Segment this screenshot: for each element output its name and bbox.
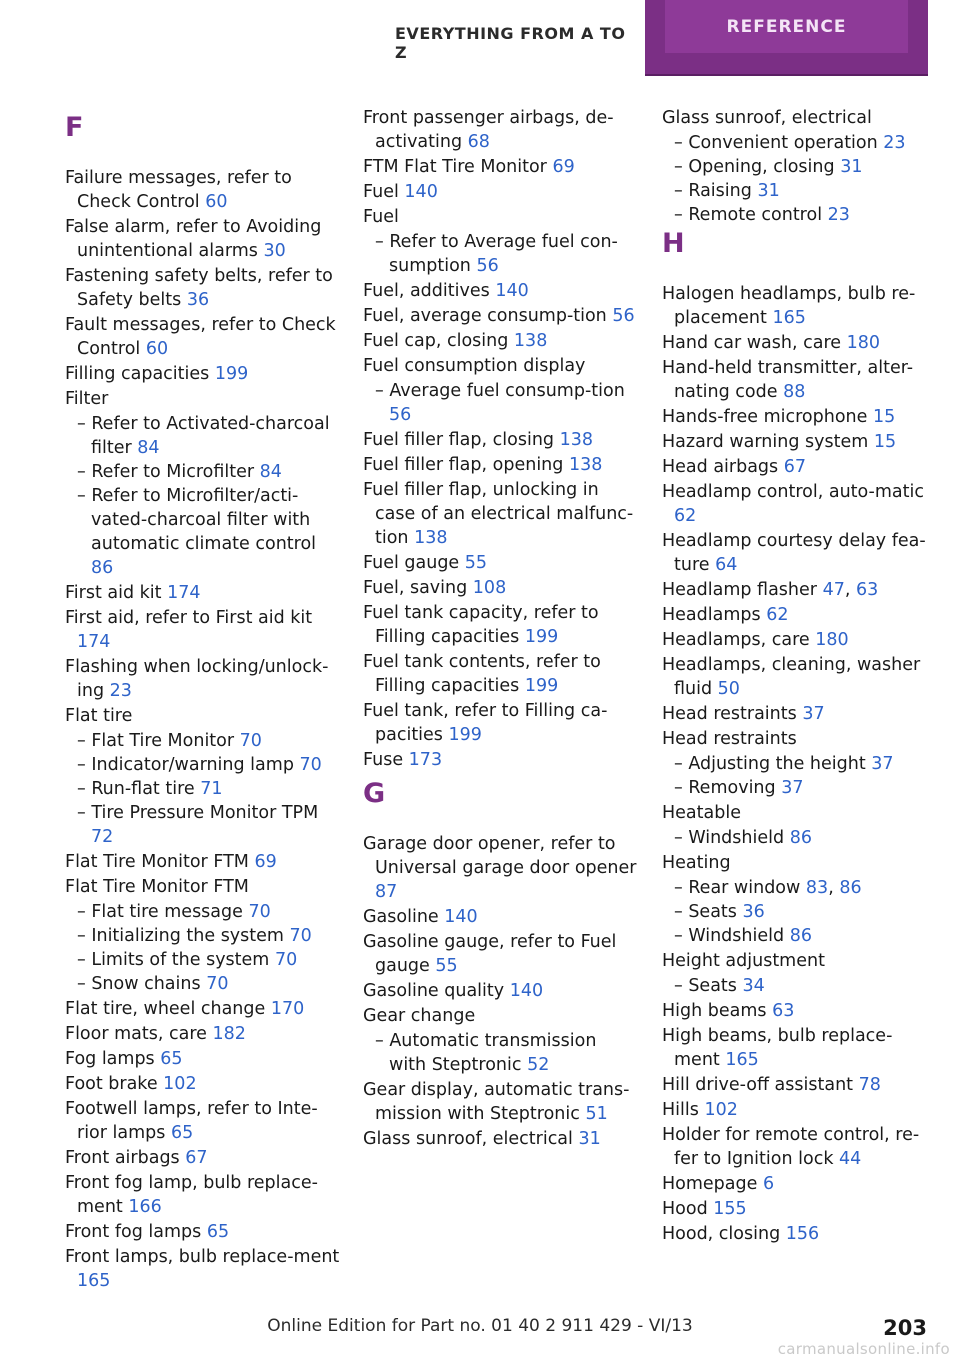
page-link[interactable]: 50 [717,679,740,699]
index-entry [363,428,638,452]
index-term: – Run-flat tire [77,779,195,799]
index-term: Fog lamps [65,1049,155,1069]
index-term: Hill drive-off assistant [662,1075,854,1095]
page-link[interactable]: 83 [805,878,829,898]
index-term: Fastening safety belts, refer to Safety belts [65,266,333,310]
index-column-2 [363,106,638,1152]
index-term: Garage door opener, refer to Universal garage door opener [363,834,637,878]
index-entry [662,851,937,875]
index-term: Fuel gauge [363,553,460,573]
page-link[interactable]: 15 [872,407,896,427]
footer-edition: Online Edition for Part no. 01 40 2 911 429 - VI/13 [267,1316,693,1336]
index-term: Fuel tank contents, refer to Filling capacities [363,652,601,696]
index-entry [662,1172,937,1196]
page-link[interactable]: 88 [783,382,806,402]
section-header: EVERYTHING FROM A TO Z [395,24,626,62]
index-term: Flat tire [65,706,133,726]
index-term: Filling capacities [65,364,210,384]
index-entry [363,576,638,600]
index-subentry [65,460,340,484]
page-link[interactable]: 67 [185,1148,208,1168]
page-link[interactable]: 70 [299,755,322,775]
index-term: Gasoline [363,907,439,927]
page-link[interactable]: 170 [270,999,305,1019]
reference-tab-label: REFERENCE [665,0,908,53]
index-entry [662,949,937,973]
page-link[interactable]: 55 [464,553,488,573]
index-term: Holder for remote control, re-fer to Ignition lock [662,1125,920,1169]
index-term: – Opening, closing [674,157,835,177]
index-entry [662,1222,937,1246]
index-term: Head airbags [662,457,779,477]
index-entry [662,480,937,528]
page-link[interactable]: 56 [389,405,412,425]
index-entry [65,606,340,654]
index-subentry [662,924,937,948]
index-term: Gear change [363,1006,476,1026]
page-link[interactable]: 47 [822,580,845,600]
index-term: Fuel consumption display [363,356,586,376]
index-term: Floor mats, care [65,1024,207,1044]
section-letter: G [363,778,386,809]
index-subentry [662,203,937,227]
index-term: Front passenger airbags, de-activating [363,108,614,152]
index-term: Fault messages, refer to Check Control [65,315,336,359]
index-term: False alarm, refer to Avoiding unintentional alarms [65,217,322,261]
index-term: – Remote control [674,205,823,225]
index-entry [662,1098,937,1122]
page-link[interactable]: 63 [855,580,879,600]
index-entry [662,999,937,1023]
index-entry [65,1171,340,1219]
index-entry [65,1022,340,1046]
page-link[interactable]: 30 [263,241,286,261]
index-term: – Refer to Activated-charcoal filter [77,414,330,458]
index-entry [65,1220,340,1244]
section-letter: F [65,112,84,143]
index-subentry [65,777,340,801]
index-entry [65,1146,340,1170]
page-link[interactable]: 67 [783,457,807,477]
index-entry [363,1078,638,1126]
index-entry [363,930,638,978]
page-link[interactable]: 31 [757,181,780,201]
index-term: Fuel cap, closing [363,331,509,351]
page-link[interactable]: 173 [408,750,443,770]
page-link[interactable]: 71 [200,779,223,799]
page-link[interactable]: 23 [827,205,850,225]
index-term: High beams [662,1001,767,1021]
index-entry [662,603,937,627]
index-term: Front fog lamp, bulb replace-ment [65,1173,318,1217]
index-term: Homepage [662,1174,758,1194]
index-term: Footwell lamps, refer to Inte-rior lamps [65,1099,318,1143]
page-link[interactable]: 180 [815,630,849,650]
index-entry [363,699,638,747]
page-link[interactable]: 70 [239,731,262,751]
index-entry [662,1123,937,1171]
page-link[interactable]: 84 [259,462,282,482]
index-subentry [662,974,937,998]
index-term: Fuel tank, refer to Filling ca-pacities [363,701,608,745]
index-entry [662,727,937,751]
index-term: Fuel [363,207,399,227]
page-link[interactable]: 86 [91,558,114,578]
page-link[interactable]: 86 [789,828,812,848]
page-link[interactable]: 102 [163,1074,197,1094]
index-entry [662,653,937,701]
index-subentry [65,900,340,924]
index-entry [363,354,638,378]
index-entry [363,106,638,154]
index-term: Fuel, additives [363,281,490,301]
index-entry [363,551,638,575]
index-term: Hand-held transmitter, alter-nating code [662,358,914,402]
index-subentry [662,776,937,800]
index-term: – Adjusting the height [674,754,866,774]
page-link[interactable]: 60 [145,339,169,359]
page-link[interactable]: 140 [495,281,529,301]
index-term: Hood, closing [662,1224,781,1244]
index-term: Heatable [662,803,741,823]
index-entry [65,1072,340,1096]
index-term: – Raising [674,181,752,201]
page-link[interactable]: 102 [704,1100,738,1120]
page-link[interactable]: 199 [524,627,559,647]
page-link[interactable]: 138 [568,455,603,475]
page-link[interactable]: 70 [274,950,298,970]
index-entry [363,979,638,1003]
index-entry: Headlamp flasher 47, 63 [662,580,879,600]
index-entry [363,453,638,477]
index-entry [662,529,937,577]
index-term: Fuel, average consump-tion [363,306,607,326]
index-entry [363,748,638,772]
page-link[interactable]: 36 [186,290,210,310]
index-subentry [363,379,638,427]
page-link[interactable]: 87 [375,882,398,902]
page-link[interactable]: 52 [527,1055,550,1075]
index-subentry [363,1029,638,1077]
index-entry [363,205,638,229]
index-term: Fuel tank capacity, refer to Filling capacities [363,603,599,647]
page-link[interactable]: 31 [578,1129,601,1149]
page-link[interactable]: 78 [858,1075,881,1095]
index-entry [662,702,937,726]
index-subentry [65,753,340,777]
page-link[interactable]: 55 [435,956,458,976]
page-link[interactable]: 199 [524,676,559,696]
page-link[interactable]: 199 [448,725,482,745]
index-term: – Windshield [674,828,785,848]
index-term: Headlamp courtesy delay fea-ture [662,531,926,575]
page-link[interactable]: 72 [91,827,114,847]
index-subentry [662,826,937,850]
page-link[interactable]: 23 [883,133,906,153]
index-entry [65,997,340,1021]
page-link[interactable]: 174 [77,632,111,652]
index-subentry [662,179,937,203]
index-entry [662,430,937,454]
page-link[interactable]: 37 [781,778,804,798]
page-link[interactable]: 36 [742,902,765,922]
page-link[interactable]: 199 [214,364,249,384]
index-entry [65,655,340,703]
index-subentry [662,131,937,155]
index-term: Head restraints [662,704,797,724]
index-term: Heating [662,853,731,873]
index-entry [363,304,638,328]
index-subentry [662,900,937,924]
section-letter: H [662,228,685,259]
page-link[interactable]: 138 [414,528,448,548]
index-term: Headlamps [662,605,761,625]
page-link[interactable]: 155 [713,1199,747,1219]
index-term: – Initializing the system [77,926,284,946]
index-entry [363,180,638,204]
index-term: Flashing when locking/unlock-ing [65,657,329,701]
index-term: – Rear window [674,878,801,898]
page-link[interactable]: 84 [137,438,160,458]
index-term: Hood [662,1199,708,1219]
page-link[interactable]: 60 [205,192,228,212]
index-entry [65,704,340,728]
index-subentry [65,729,340,753]
index-entry [662,628,937,652]
index-term: Gasoline quality [363,981,505,1001]
index-term: First aid kit [65,583,162,603]
page-link[interactable]: 56 [476,256,499,276]
index-term: FTM Flat Tire Monitor [363,157,547,177]
index-entry [363,1127,638,1151]
index-subentry [65,924,340,948]
index-entry [662,801,937,825]
index-entry [662,106,937,130]
page-link[interactable]: 140 [444,907,478,927]
index-term: Halogen headlamps, bulb re-placement [662,284,916,328]
index-subentry [65,801,340,849]
index-entry [65,581,340,605]
index-subentry [662,155,937,179]
index-entry [363,155,638,179]
index-entry [65,1245,340,1293]
index-term: Hills [662,1100,699,1120]
page-link[interactable]: 62 [766,605,789,625]
index-term: – Tire Pressure Monitor TPM [77,803,319,823]
index-term: – Seats [674,902,737,922]
index-term: Filter [65,389,109,409]
page-link[interactable]: 31 [840,157,863,177]
index-term: Flat Tire Monitor FTM [65,852,249,872]
page-link[interactable]: 65 [160,1049,183,1069]
page-link[interactable]: 140 [509,981,544,1001]
page-link[interactable]: 165 [772,308,806,328]
index-entry [363,1004,638,1028]
index-term: Hand car wash, care [662,333,842,353]
index-term: – Automatic transmission with Steptronic [375,1031,597,1075]
index-term: Fuel filler flap, closing [363,430,555,450]
index-term: Height adjustment [662,951,825,971]
index-entry [65,264,340,312]
index-term: Fuel filler flap, opening [363,455,564,475]
index-entry [65,362,340,386]
index-entry [65,313,340,361]
index-entry [363,329,638,353]
index-entry [65,1097,340,1145]
page-link[interactable]: 174 [167,583,201,603]
index-term: – Refer to Microfilter/acti-vated-charcoal filter with automatic climate control [77,486,317,554]
index-term: Glass sunroof, electrical [662,108,872,128]
index-entry [662,1024,937,1072]
page-link[interactable]: 44 [839,1149,862,1169]
index-subentry: – Rear window 83, 86 [674,878,862,898]
page-link[interactable]: 34 [742,976,765,996]
page-link[interactable]: 65 [170,1123,194,1143]
index-term: Fuse [363,750,404,770]
page-link[interactable]: 37 [871,754,894,774]
index-term: Front fog lamps [65,1222,202,1242]
index-term: Headlamps, care [662,630,810,650]
page-link[interactable]: 70 [248,902,271,922]
index-entry [65,850,340,874]
index-term: Front lamps, bulb replace-ment [65,1247,340,1267]
page-link[interactable]: 69 [552,157,575,177]
index-subentry [363,230,638,278]
index-entry [363,650,638,698]
index-term: Headlamp flasher [662,580,817,600]
index-entry [363,478,638,550]
page-link[interactable]: 86 [789,926,812,946]
page-link[interactable]: 165 [77,1271,111,1291]
index-entry [662,282,937,330]
page-link[interactable]: 51 [585,1104,608,1124]
index-term: Hazard warning system [662,432,869,452]
index-entry [65,387,340,411]
index-entry [65,166,340,214]
page-link[interactable]: 69 [254,852,277,872]
index-term: Head restraints [662,729,797,749]
index-subentry [65,948,340,972]
page-link[interactable]: 68 [467,132,490,152]
index-subentry [662,752,937,776]
index-entry [363,279,638,303]
page-link[interactable]: 6 [762,1174,775,1194]
index-entry [662,356,937,404]
index-term: Headlamps, cleaning, washer fluid [662,655,921,699]
page-number: 203 [883,1316,927,1340]
index-entry [65,1047,340,1071]
page-link[interactable]: 37 [802,704,825,724]
index-term: Flat tire, wheel change [65,999,266,1019]
page-link[interactable]: 70 [289,926,312,946]
page-link[interactable]: 180 [846,333,881,353]
index-entry [363,832,638,904]
index-term: – Flat tire message [77,902,243,922]
index-term: – Seats [674,976,737,996]
page-link[interactable]: 108 [472,578,507,598]
page-link[interactable]: 86 [839,878,862,898]
index-entry [662,1197,937,1221]
reference-tab[interactable] [645,0,928,76]
page-link[interactable]: 182 [212,1024,246,1044]
page-link[interactable]: 165 [725,1050,759,1070]
index-term: – Convenient operation [674,133,878,153]
page-link[interactable]: 15 [873,432,897,452]
index-entry [662,405,937,429]
index-term: High beams, bulb replace-ment [662,1026,893,1070]
index-term: – Flat Tire Monitor [77,731,235,751]
index-term: – Limits of the system [77,950,270,970]
page-link[interactable]: 156 [785,1224,820,1244]
index-entry [662,1073,937,1097]
index-term: – Average fuel consump-tion [375,381,625,401]
index-term: Hands-free microphone [662,407,868,427]
page-link[interactable]: 140 [404,182,438,202]
page-link[interactable]: 65 [206,1222,230,1242]
index-term: Flat Tire Monitor FTM [65,877,249,897]
index-term: First aid, refer to First aid kit [65,608,313,628]
index-subentry [65,484,340,580]
index-entry [363,601,638,649]
index-term: Failure messages, refer to Check Control [65,168,292,212]
page-link[interactable]: 166 [128,1197,162,1217]
watermark: carmanualsonline.info [777,1340,950,1358]
index-term: – Refer to Average fuel con-sumption [375,232,618,276]
index-entry [662,331,937,355]
index-term: – Removing [674,778,776,798]
page-link[interactable]: 64 [715,555,738,575]
index-term: – Refer to Microfilter [77,462,255,482]
index-term: Glass sunroof, electrical [363,1129,573,1149]
index-term: Front airbags [65,1148,180,1168]
index-entry [363,905,638,929]
page-link[interactable]: 62 [674,506,697,526]
index-entry [65,215,340,263]
page-link[interactable]: 63 [772,1001,795,1021]
index-term: Gear display, automatic trans-mission with Steptronic [363,1080,630,1124]
page-link[interactable]: 138 [559,430,593,450]
index-column-3 [662,106,937,1247]
page-link[interactable]: 138 [513,331,548,351]
index-term: Fuel, saving [363,578,468,598]
index-term: Fuel [363,182,399,202]
index-term: Headlamp control, auto-matic [662,482,924,502]
index-term: Gasoline gauge, refer to Fuel gauge [363,932,617,976]
index-term: Fuel filler flap, unlocking in case of an electrical malfunc-tion [363,480,634,548]
index-term: – Indicator/warning lamp [77,755,294,775]
index-term: – Windshield [674,926,785,946]
index-column-1 [65,106,340,1294]
page-link[interactable]: 23 [109,681,132,701]
page-link[interactable]: 70 [206,974,229,994]
index-subentry [65,972,340,996]
index-term: Foot brake [65,1074,158,1094]
index-term: – Snow chains [77,974,201,994]
index-entry [662,455,937,479]
page-link[interactable]: 56 [612,306,635,326]
index-entry [65,875,340,899]
index-subentry [65,412,340,460]
